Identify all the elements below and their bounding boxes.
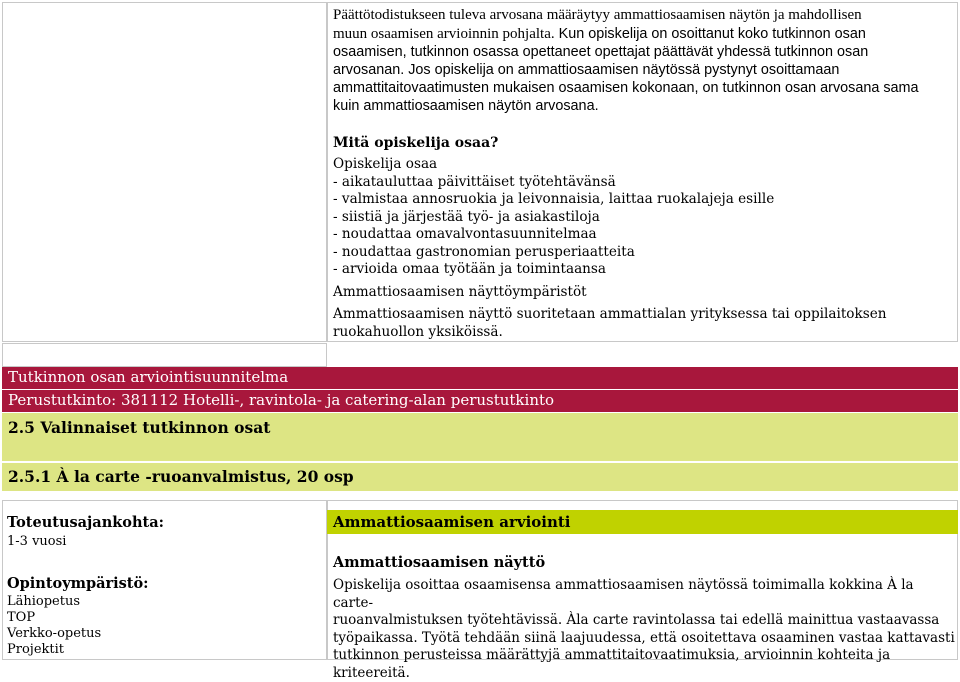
list-item: - aikatauluttaa päivittäiset työtehtävänsä	[333, 173, 616, 190]
env-text	[333, 306, 887, 341]
demo-text-line-3: työpaikassa. Työtä tehdään siinä laajuudessa, että osoitettava osaaminen vastaa kattavasti	[333, 629, 955, 646]
study-env-item: TOP	[7, 610, 36, 625]
timing-value: 1-3 vuosi	[7, 534, 67, 549]
study-env-item: Verkko-opetus	[7, 626, 102, 641]
study-env-item: Lähiopetus	[7, 594, 81, 609]
skills-intro: Opiskelija osaa	[333, 156, 438, 172]
study-env-item: Projektit	[7, 642, 64, 657]
spacer-cell-left	[2, 343, 327, 367]
skills-list	[333, 156, 774, 279]
optional-modules-title: 2.5 Valinnaiset tutkinnon osat	[8, 418, 271, 437]
timing-block	[7, 513, 164, 551]
left-empty-cell	[2, 2, 327, 342]
list-item: - siistiä ja järjestää työ- ja asiakastiloja	[333, 208, 600, 225]
env-heading: Ammattiosaamisen näyttöympäristöt	[333, 284, 587, 300]
demo-text	[333, 577, 955, 682]
grade-line-5: ammattitaitovaatimusten mukaisen osaamisen kokonaan, on tutkinnon osan arvosana sama	[333, 80, 919, 96]
list-item: - arvioida omaa työtään ja toimintaansa	[333, 261, 607, 277]
degree-title: Perustutkinto: 381112 Hotelli-, ravintola- ja catering-alan perustutkinto	[8, 391, 555, 409]
grade-line-6: kuin ammattiosaamisen näytön arvosana.	[333, 98, 599, 114]
list-item: - valmistaa annosruokia ja leivonnaisia, laittaa ruokalajeja esille	[333, 191, 775, 207]
grade-line-4: arvosanan. Jos opiskelija on ammattiosaamisen näytössä pystynyt osoittamaan	[333, 62, 840, 78]
grade-paragraph	[333, 6, 958, 115]
list-item: - noudattaa gastronomian perusperiaatteita	[333, 243, 635, 260]
assessment-heading: Ammattiosaamisen arviointi	[333, 513, 571, 531]
optional-modules-bar	[2, 413, 958, 461]
demo-heading: Ammattiosaamisen näyttö	[333, 554, 546, 571]
grade-line-2-cont: Kun opiskelija on osoittanut koko tutkinnon osan	[554, 26, 866, 42]
plan-title-bar	[2, 367, 958, 389]
demo-text-line-1: Opiskelija osoittaa osaamisensa ammattiosaamisen näytössä toimimalla kokkina À la carte-	[333, 577, 914, 611]
grade-line-1: Päättötodistukseen tuleva arvosana määräytyy ammattiosaamisen näytön ja mahdollisen	[333, 7, 862, 23]
plan-title: Tutkinnon osan arviointisuunnitelma	[8, 368, 289, 386]
degree-bar	[2, 390, 958, 412]
list-item: - noudattaa omavalvontasuunnitelmaa	[333, 226, 597, 242]
grade-line-3: osaamisen, tutkinnon osassa opettaneet opettajat päättävät yhdessä tutkinnon osan	[333, 44, 869, 60]
demo-text-line-2: ruoanvalmistuksen työtehtävissä. Àla carte ravintolassa tai edellä mainittua vastaavassa	[333, 612, 940, 628]
grade-line-2: muun osaamisen arvioinnin pohjalta.	[333, 26, 555, 42]
module-title: 2.5.1 À la carte -ruoanvalmistus, 20 osp	[8, 467, 354, 486]
timing-label: Toteutusajankohta:	[7, 514, 164, 531]
env-text-line-1: Ammattiosaamisen näyttö suoritetaan ammattialan yrityksessa tai oppilaitoksen	[333, 306, 887, 322]
module-bar	[2, 463, 958, 491]
study-env-label: Opintoympäristö:	[7, 575, 149, 592]
assessment-heading-bar	[327, 510, 958, 534]
demo-text-line-4: tutkinnon perusteissa määrättyjä ammattitaitovaatimuksia, arvioinnin kohteita ja kriteereitä.	[333, 647, 891, 681]
study-env-block	[7, 574, 149, 658]
env-text-line-2: ruokahuollon yksiköissä.	[333, 323, 503, 340]
what-heading: Mitä opiskelija osaa?	[333, 135, 499, 151]
